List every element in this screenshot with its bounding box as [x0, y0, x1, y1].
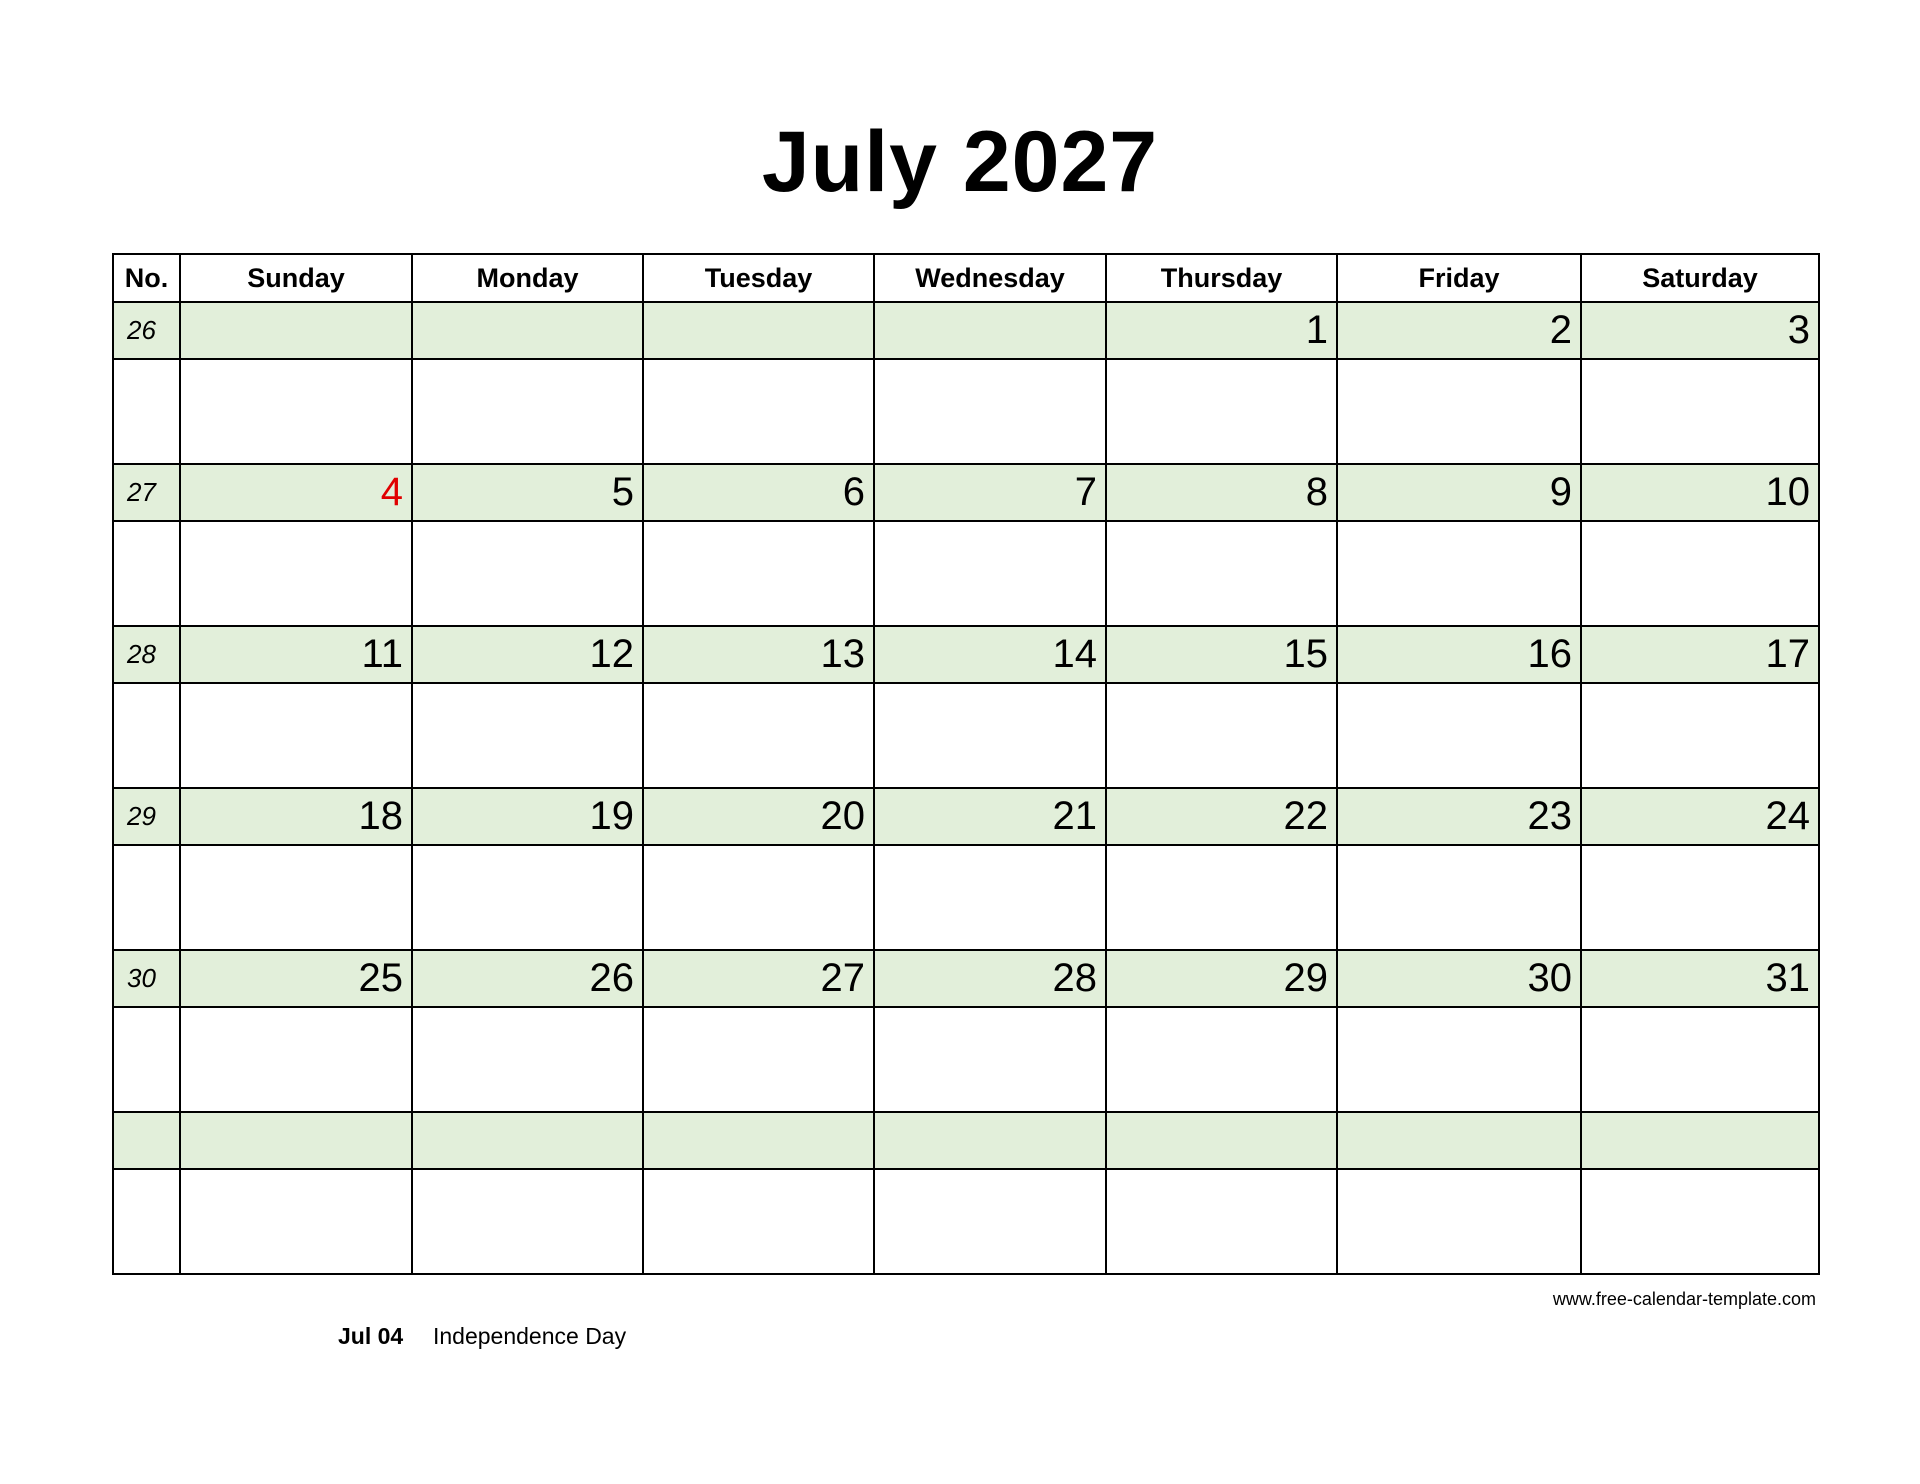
week-date-row: [113, 788, 1819, 845]
day-notes-cell[interactable]: [874, 1169, 1106, 1274]
week-date-row: [113, 302, 1819, 359]
day-number: 29: [1106, 950, 1337, 1007]
day-notes-cell[interactable]: [1581, 359, 1819, 464]
day-number: 9: [1337, 464, 1581, 521]
day-notes-cell[interactable]: [1337, 845, 1581, 950]
day-notes-cell[interactable]: [1337, 1007, 1581, 1112]
day-notes-cell[interactable]: [1581, 1007, 1819, 1112]
header-sunday: Sunday: [180, 254, 412, 302]
day-number: [180, 1112, 412, 1169]
week-number: 27: [113, 464, 180, 521]
day-notes-cell[interactable]: [1581, 683, 1819, 788]
day-notes-cell[interactable]: [412, 1007, 643, 1112]
day-number: [874, 1112, 1106, 1169]
header-wednesday: Wednesday: [874, 254, 1106, 302]
day-notes-cell[interactable]: [874, 521, 1106, 626]
week-notes-spacer: [113, 683, 180, 788]
day-notes-cell[interactable]: [874, 359, 1106, 464]
header-saturday: Saturday: [1581, 254, 1819, 302]
day-notes-cell[interactable]: [1337, 1169, 1581, 1274]
week-notes-row: [113, 359, 1819, 464]
week-date-row: [113, 464, 1819, 521]
day-number: 19: [412, 788, 643, 845]
day-notes-cell[interactable]: [412, 1169, 643, 1274]
calendar-grid: [112, 253, 1820, 1275]
day-notes-cell[interactable]: [874, 683, 1106, 788]
day-number: [1337, 1112, 1581, 1169]
week-number: 30: [113, 950, 180, 1007]
day-notes-cell[interactable]: [412, 683, 643, 788]
day-number: 17: [1581, 626, 1819, 683]
week-date-row: [113, 626, 1819, 683]
week-notes-spacer: [113, 359, 180, 464]
day-notes-cell[interactable]: [1337, 521, 1581, 626]
day-notes-cell[interactable]: [180, 359, 412, 464]
day-notes-cell[interactable]: [180, 521, 412, 626]
week-date-row: [113, 950, 1819, 1007]
header-week-number: No.: [113, 254, 180, 302]
header-tuesday: Tuesday: [643, 254, 874, 302]
day-notes-cell[interactable]: [1581, 1169, 1819, 1274]
week-number: 29: [113, 788, 180, 845]
week-notes-row: [113, 521, 1819, 626]
day-number: 16: [1337, 626, 1581, 683]
day-notes-cell[interactable]: [1106, 1169, 1337, 1274]
holiday-list: [338, 1321, 626, 1351]
day-number: 22: [1106, 788, 1337, 845]
day-notes-cell[interactable]: [1581, 521, 1819, 626]
day-number: 26: [412, 950, 643, 1007]
header-monday: Monday: [412, 254, 643, 302]
holiday-date: Jul 04: [338, 1323, 404, 1349]
day-notes-cell[interactable]: [643, 1169, 874, 1274]
week-notes-row: [113, 1169, 1819, 1274]
holiday-entry: [338, 1321, 626, 1351]
week-date-row: [113, 1112, 1819, 1169]
day-number: 8: [1106, 464, 1337, 521]
week-notes-spacer: [113, 1007, 180, 1112]
day-notes-cell[interactable]: [1106, 521, 1337, 626]
day-notes-cell[interactable]: [643, 1007, 874, 1112]
day-notes-cell[interactable]: [1337, 359, 1581, 464]
day-number: [874, 302, 1106, 359]
day-number: 10: [1581, 464, 1819, 521]
website-credit: www.free-calendar-template.com: [1552, 1289, 1816, 1309]
day-number: 13: [643, 626, 874, 683]
day-notes-cell[interactable]: [1106, 683, 1337, 788]
day-notes-cell[interactable]: [643, 359, 874, 464]
day-notes-cell[interactable]: [180, 683, 412, 788]
day-notes-cell[interactable]: [1106, 1007, 1337, 1112]
day-number: 5: [412, 464, 643, 521]
day-number: [180, 302, 412, 359]
day-number: [1106, 1112, 1337, 1169]
day-number: [1581, 1112, 1819, 1169]
weekday-header-row: [113, 254, 1819, 302]
day-number: 12: [412, 626, 643, 683]
holiday-name: Independence Day: [433, 1323, 627, 1349]
day-number: 7: [874, 464, 1106, 521]
day-number: 24: [1581, 788, 1819, 845]
day-notes-cell[interactable]: [643, 683, 874, 788]
week-notes-spacer: [113, 521, 180, 626]
day-number: 18: [180, 788, 412, 845]
day-number: 21: [874, 788, 1106, 845]
day-number: 11: [180, 626, 412, 683]
day-notes-cell[interactable]: [1581, 845, 1819, 950]
day-number: [643, 1112, 874, 1169]
day-number: 14: [874, 626, 1106, 683]
day-number: 20: [643, 788, 874, 845]
day-number: 28: [874, 950, 1106, 1007]
day-notes-cell[interactable]: [643, 521, 874, 626]
week-number: [113, 1112, 180, 1169]
week-number: 26: [113, 302, 180, 359]
day-notes-cell[interactable]: [412, 845, 643, 950]
day-number: 2: [1337, 302, 1581, 359]
day-notes-cell[interactable]: [412, 359, 643, 464]
day-number: 30: [1337, 950, 1581, 1007]
day-notes-cell[interactable]: [180, 845, 412, 950]
day-number: 25: [180, 950, 412, 1007]
day-number-holiday: 4: [180, 464, 412, 521]
week-notes-spacer: [113, 1169, 180, 1274]
day-number: 27: [643, 950, 874, 1007]
week-notes-spacer: [113, 845, 180, 950]
day-number: [412, 302, 643, 359]
day-notes-cell[interactable]: [874, 1007, 1106, 1112]
day-notes-cell[interactable]: [1337, 683, 1581, 788]
day-number: 3: [1581, 302, 1819, 359]
day-notes-cell[interactable]: [180, 1169, 412, 1274]
week-number: 28: [113, 626, 180, 683]
day-notes-cell[interactable]: [1106, 359, 1337, 464]
day-notes-cell[interactable]: [412, 521, 643, 626]
header-friday: Friday: [1337, 254, 1581, 302]
day-number: [412, 1112, 643, 1169]
day-notes-cell[interactable]: [643, 845, 874, 950]
day-number: 6: [643, 464, 874, 521]
calendar-title: July 2027: [761, 114, 1159, 210]
day-notes-cell[interactable]: [180, 1007, 412, 1112]
day-number: 23: [1337, 788, 1581, 845]
day-number: 1: [1106, 302, 1337, 359]
day-notes-cell[interactable]: [874, 845, 1106, 950]
header-thursday: Thursday: [1106, 254, 1337, 302]
day-number: 15: [1106, 626, 1337, 683]
week-notes-row: [113, 1007, 1819, 1112]
day-number: 31: [1581, 950, 1819, 1007]
day-notes-cell[interactable]: [1106, 845, 1337, 950]
week-notes-row: [113, 683, 1819, 788]
calendar-body: [113, 302, 1819, 1274]
day-number: [643, 302, 874, 359]
week-notes-row: [113, 845, 1819, 950]
